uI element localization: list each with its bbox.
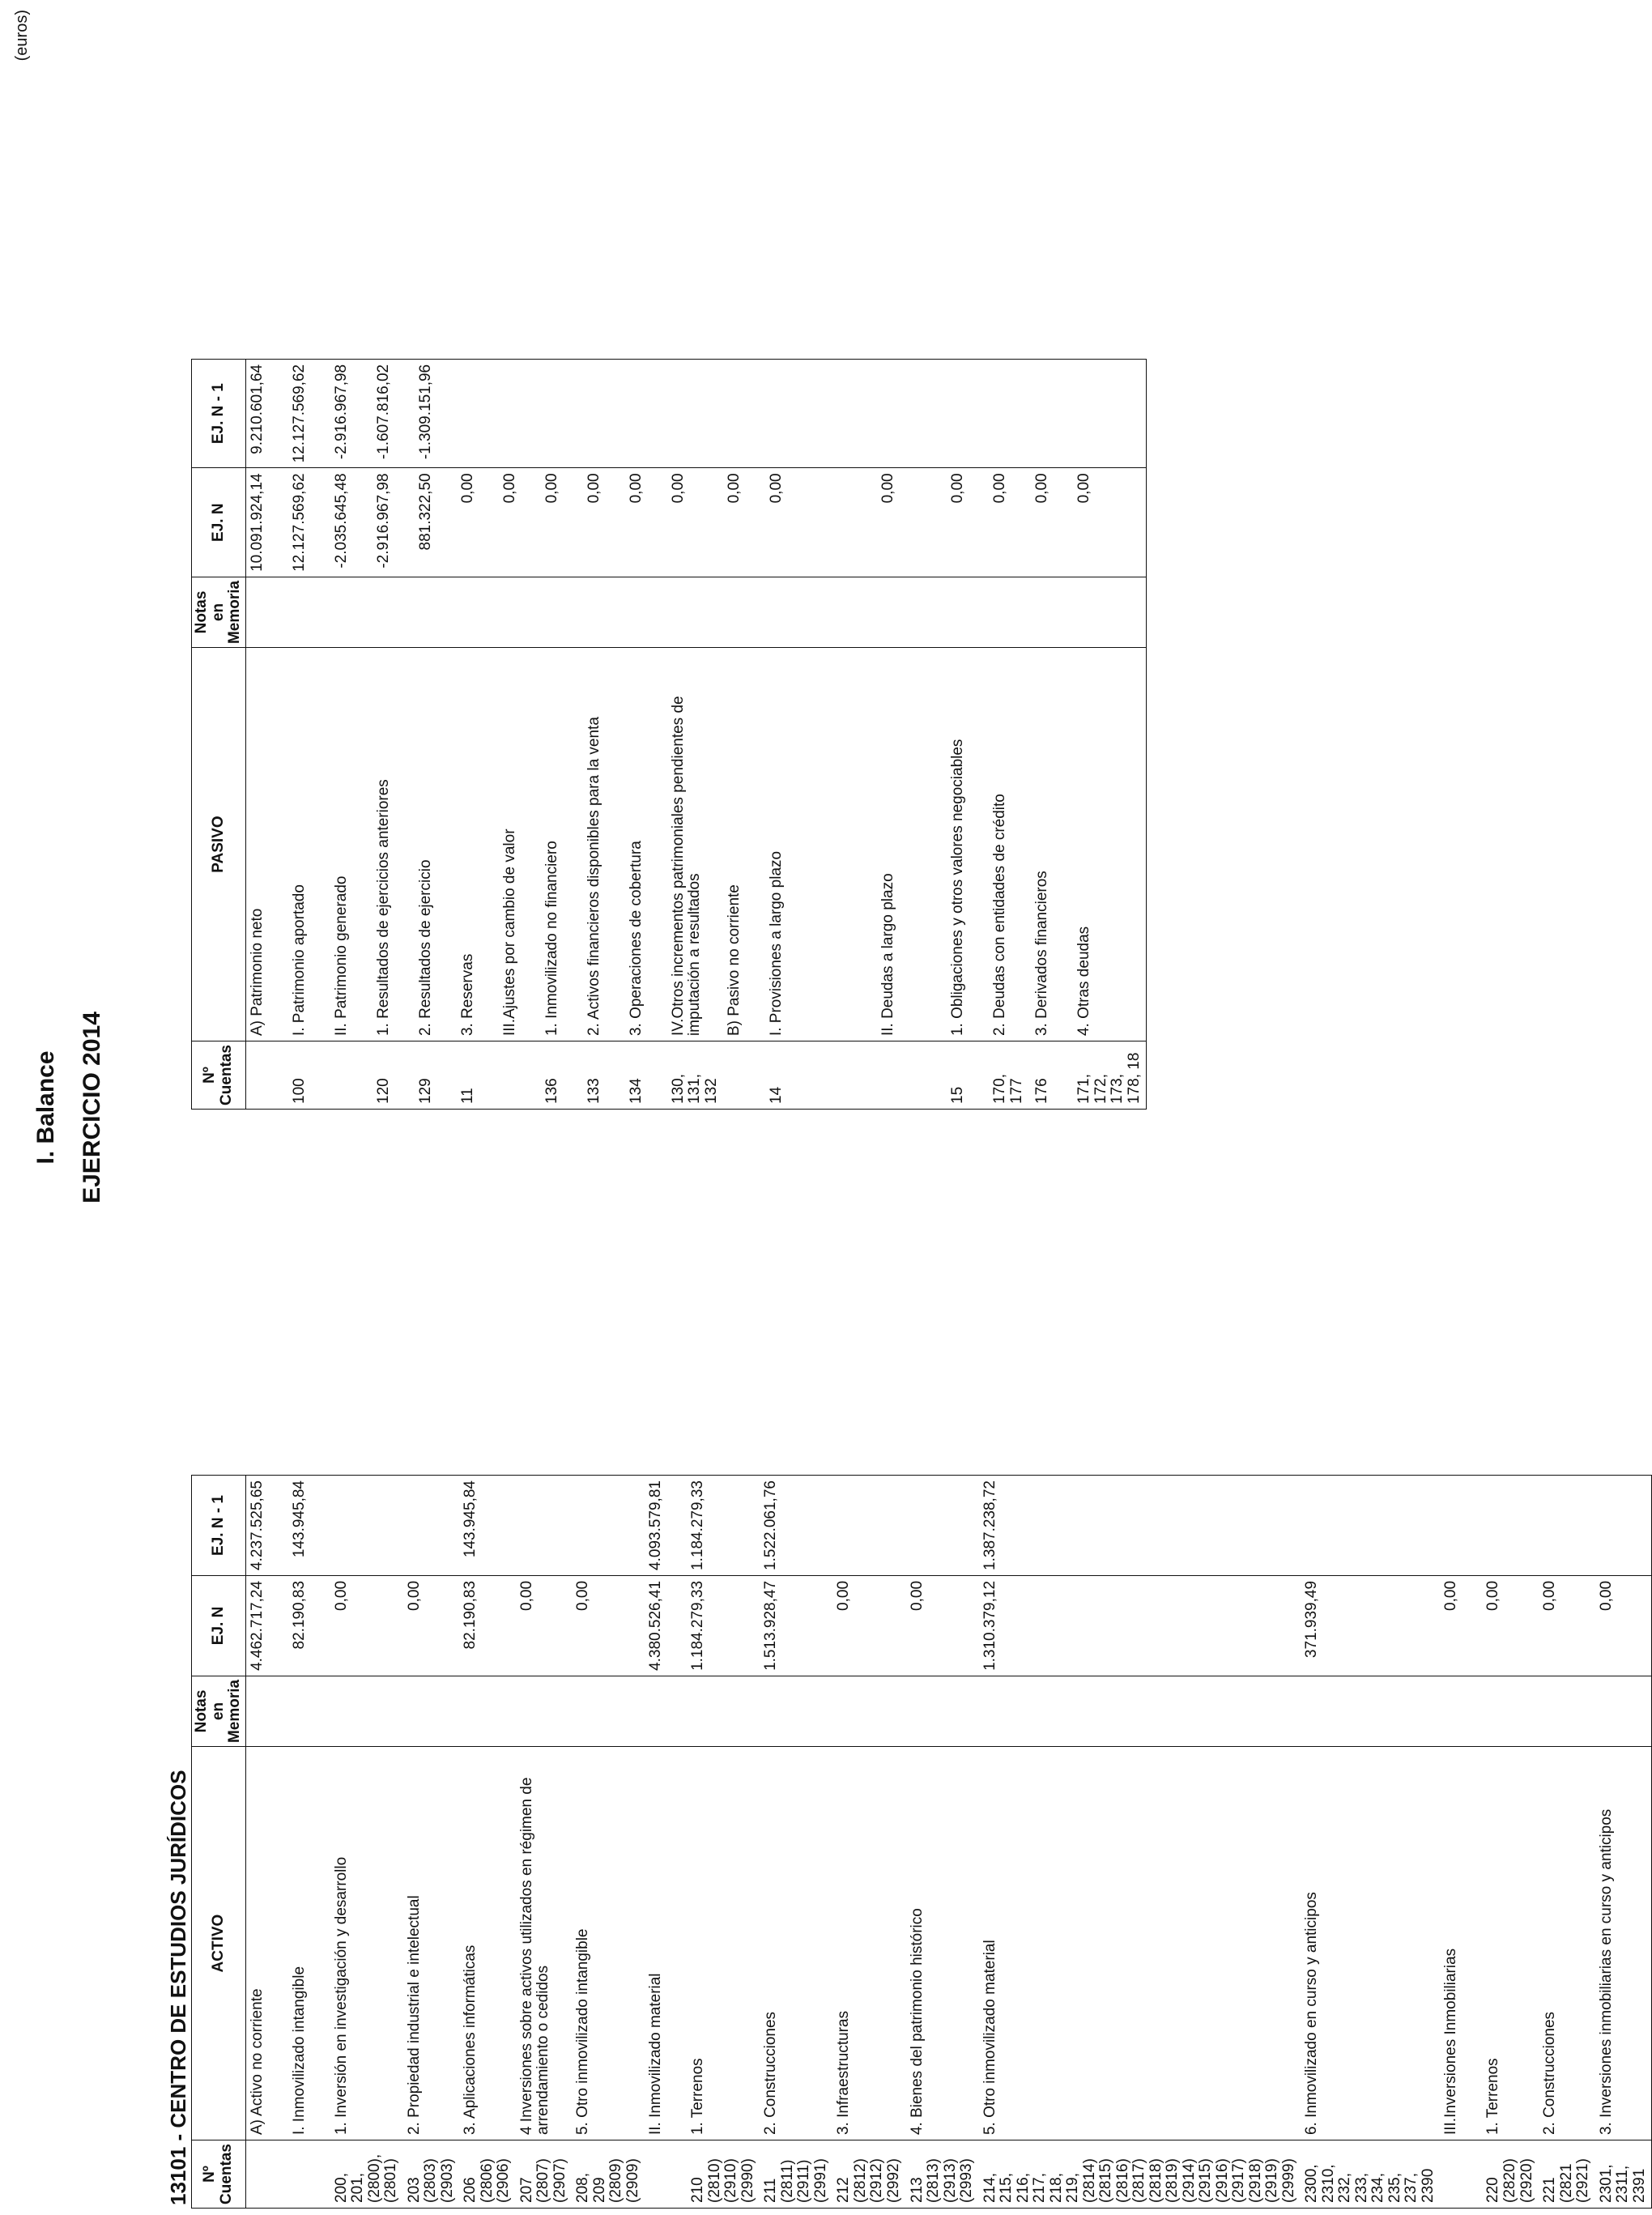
description-cell: II. Inmovilizado material: [645, 1747, 687, 2140]
account-cell: 212 (2812) (2912) (2992): [832, 2140, 905, 2209]
value-previous-cell: [499, 359, 541, 468]
description-cell: 6. Inmovilizado en curso y anticipos: [1301, 1747, 1440, 2140]
value-current-cell: 1.184.279,33: [687, 1575, 760, 1676]
value-previous-cell: [667, 359, 724, 468]
notes-cell: [572, 1676, 645, 1746]
table-row: [832, 1476, 905, 2209]
value-previous-cell: 1.387.238,72: [979, 1476, 1301, 1576]
description-cell: 5. Otro inmovilizado material: [979, 1747, 1301, 2140]
column-header: Notas en Memoria: [192, 1676, 246, 1746]
notes-cell: [457, 577, 499, 647]
column-header: Notas en Memoria: [192, 577, 246, 647]
description-cell: 5. Otro inmovilizado intangible: [572, 1747, 645, 2140]
description-cell: I. Provisiones a largo plazo: [765, 648, 877, 1041]
value-previous-cell: [723, 359, 765, 468]
value-previous-cell: [516, 1476, 573, 1576]
description-cell: B) Pasivo no corriente: [723, 648, 765, 1041]
value-previous-cell: [1440, 1476, 1482, 1576]
value-current-cell: 0,00: [572, 1575, 645, 1676]
notes-cell: [330, 577, 373, 647]
value-previous-cell: [1073, 359, 1147, 468]
notes-cell: [979, 1676, 1301, 1746]
notes-cell: [459, 1676, 516, 1746]
table-row: [516, 1476, 573, 2209]
notes-cell: [1440, 1676, 1482, 1746]
page-title: I. Balance: [32, 1050, 59, 1165]
account-cell: 203 (2803) (2903): [403, 2140, 460, 2209]
account-cell: 170, 177: [989, 1041, 1031, 1110]
value-current-cell: 0,00: [1595, 1575, 1652, 1676]
notes-cell: [373, 577, 415, 647]
value-current-cell: 10.091.924,14: [245, 468, 288, 577]
account-cell: 176: [1031, 1041, 1073, 1110]
notes-cell: [288, 577, 330, 647]
value-previous-cell: [947, 359, 989, 468]
notes-cell: [723, 577, 765, 647]
entity-name: 13101 - CENTRO DE ESTUDIOS JURÍDICOS: [166, 1770, 190, 2205]
value-previous-cell: 12.127.569,62: [288, 359, 330, 468]
table-row: [1301, 1476, 1440, 2209]
notes-cell: [687, 1676, 760, 1746]
notes-cell: [1482, 1676, 1539, 1746]
notes-cell: [1595, 1676, 1652, 1746]
value-previous-cell: 4.093.579,81: [645, 1476, 687, 1576]
notes-cell: [765, 577, 877, 647]
table-row: [541, 359, 583, 1109]
value-previous-cell: -2.916.967,98: [330, 359, 373, 468]
description-cell: A) Activo no corriente: [245, 1747, 288, 2140]
description-cell: III.Ajustes por cambio de valor: [499, 648, 541, 1041]
value-previous-cell: 143.945,84: [459, 1476, 516, 1576]
notes-cell: [947, 577, 989, 647]
value-current-cell: 0,00: [1539, 1575, 1595, 1676]
column-header: EJ. N - 1: [192, 1476, 246, 1576]
value-current-cell: 82.190,83: [459, 1575, 516, 1676]
value-previous-cell: [1539, 1476, 1595, 1576]
account-cell: 200, 201, (2800), (2801): [330, 2140, 403, 2209]
activo-table: [191, 1475, 1652, 2209]
column-header: Nº Cuentas: [192, 2140, 246, 2209]
notes-cell: [516, 1676, 573, 1746]
value-previous-cell: [572, 1476, 645, 1576]
value-previous-cell: [625, 359, 667, 468]
value-current-cell: 0,00: [625, 468, 667, 577]
table-row: [687, 1476, 760, 2209]
account-cell: 2300, 2310, 232, 233, 234, 235, 237, 2390: [1301, 2140, 1440, 2209]
account-cell: 136: [541, 1041, 583, 1110]
description-cell: 1. Resultados de ejercicios anteriores: [373, 648, 415, 1041]
description-cell: 3. Reservas: [457, 648, 499, 1041]
description-cell: 4 Inversiones sobre activos utilizados en régimen de arrendamiento o cedidos: [516, 1747, 573, 2140]
value-previous-cell: -1.309.151,96: [415, 359, 457, 468]
value-previous-cell: [906, 1476, 979, 1576]
table-row: [1482, 1476, 1539, 2209]
table-row: [723, 359, 765, 1109]
description-cell: 2. Deudas con entidades de crédito: [989, 648, 1031, 1041]
value-previous-cell: [403, 1476, 460, 1576]
table-row: [457, 359, 499, 1109]
notes-cell: [245, 577, 288, 647]
table-row: [288, 359, 330, 1109]
account-cell: 208, 209 (2809) (2909): [572, 2140, 645, 2209]
table-row: [459, 1476, 516, 2209]
notes-cell: [499, 577, 541, 647]
account-cell: 100: [288, 1041, 330, 1110]
account-cell: 11: [457, 1041, 499, 1110]
value-previous-cell: [1482, 1476, 1539, 1576]
value-current-cell: 0,00: [1440, 1575, 1482, 1676]
value-current-cell: 0,00: [330, 1575, 403, 1676]
value-previous-cell: 4.237.525,65: [245, 1476, 288, 1576]
value-current-cell: 0,00: [765, 468, 877, 577]
notes-cell: [645, 1676, 687, 1746]
value-current-cell: 0,00: [1073, 468, 1147, 577]
value-previous-cell: 9.210.601,64: [245, 359, 288, 468]
value-current-cell: 0,00: [723, 468, 765, 577]
table-row: [645, 1476, 687, 2209]
table-row: [330, 1476, 403, 2209]
value-current-cell: -2.035.645,48: [330, 468, 373, 577]
account-cell: 210 (2810) (2910) (2990): [687, 2140, 760, 2209]
description-cell: 3. Derivados financieros: [1031, 648, 1073, 1041]
table-row: [499, 359, 541, 1109]
description-cell: 4. Otras deudas: [1073, 648, 1147, 1041]
units-label: (euros): [13, 10, 31, 62]
value-previous-cell: 143.945,84: [288, 1476, 330, 1576]
table-row: [373, 359, 415, 1109]
value-previous-cell: [1301, 1476, 1440, 1576]
value-previous-cell: [583, 359, 625, 468]
account-cell: 15: [947, 1041, 989, 1110]
value-current-cell: 0,00: [906, 1575, 979, 1676]
value-current-cell: 82.190,83: [288, 1575, 330, 1676]
account-cell: [330, 1041, 373, 1110]
description-cell: 1. Terrenos: [1482, 1747, 1539, 2140]
description-cell: II. Patrimonio generado: [330, 648, 373, 1041]
value-current-cell: 0,00: [516, 1575, 573, 1676]
pasivo-rows: [245, 359, 1147, 1109]
account-cell: 120: [373, 1041, 415, 1110]
account-cell: 207 (2807) (2907): [516, 2140, 573, 2209]
description-cell: 2. Resultados de ejercicio: [415, 648, 457, 1041]
value-previous-cell: -1.607.816,02: [373, 359, 415, 468]
account-cell: [288, 2140, 330, 2209]
table-row: [1073, 359, 1147, 1109]
table-row: [245, 359, 288, 1109]
description-cell: 3. Inversiones inmobiliarias en curso y anticipos: [1595, 1747, 1652, 2140]
value-current-cell: 4.380.526,41: [645, 1575, 687, 1676]
description-cell: I. Patrimonio aportado: [288, 648, 330, 1041]
account-cell: 2301, 2311, 2391: [1595, 2140, 1652, 2209]
value-current-cell: 881.322,50: [415, 468, 457, 577]
value-current-cell: 0,00: [947, 468, 989, 577]
table-row: [572, 1476, 645, 2209]
value-current-cell: 0,00: [457, 468, 499, 577]
value-previous-cell: [330, 1476, 403, 1576]
notes-cell: [1073, 577, 1147, 647]
value-current-cell: 4.462.717,24: [245, 1575, 288, 1676]
value-current-cell: 12.127.569,62: [288, 468, 330, 577]
account-cell: 213 (2813) (2913) (2993): [906, 2140, 979, 2209]
value-previous-cell: [1031, 359, 1073, 468]
table-row: [288, 1476, 330, 2209]
value-previous-cell: 1.184.279,33: [687, 1476, 760, 1576]
value-current-cell: 1.310.379,12: [979, 1575, 1301, 1676]
column-header: Nº Cuentas: [192, 1041, 246, 1110]
value-previous-cell: [765, 359, 877, 468]
value-previous-cell: 1.522.061,76: [760, 1476, 832, 1576]
description-cell: 4. Bienes del patrimonio histórico: [906, 1747, 979, 2140]
value-current-cell: 0,00: [989, 468, 1031, 577]
column-header: EJ. N: [192, 468, 246, 577]
notes-cell: [403, 1676, 460, 1746]
column-header: EJ. N: [192, 1575, 246, 1676]
table-row: [979, 1476, 1301, 2209]
account-cell: [245, 2140, 288, 2209]
value-current-cell: 0,00: [541, 468, 583, 577]
table-row: [1031, 359, 1073, 1109]
value-previous-cell: [832, 1476, 905, 1576]
account-cell: 133: [583, 1041, 625, 1110]
account-cell: [723, 1041, 765, 1110]
table-row: [415, 359, 457, 1109]
value-previous-cell: [457, 359, 499, 468]
notes-cell: [667, 577, 724, 647]
account-cell: 221 (2821 (2921): [1539, 2140, 1595, 2209]
notes-cell: [583, 577, 625, 647]
account-cell: 214, 215, 216, 217, 218, 219, (2814) (2815) (2816) (2817) (2818) (2819) (2914) (2915) (2916) (2917) (2918) (2919) (2999): [979, 2140, 1301, 2209]
value-previous-cell: [1595, 1476, 1652, 1576]
account-cell: [645, 2140, 687, 2209]
description-cell: 2. Construcciones: [760, 1747, 832, 2140]
column-header: ACTIVO: [192, 1747, 246, 2140]
table-row: [245, 1476, 288, 2209]
table-row: [877, 359, 947, 1109]
column-header: PASIVO: [192, 648, 246, 1041]
table-row: [906, 1476, 979, 2209]
pasivo-table: [191, 359, 1147, 1110]
description-cell: 3. Infraestructuras: [832, 1747, 905, 2140]
notes-cell: [1301, 1676, 1440, 1746]
account-cell: 220 (2820) (2920): [1482, 2140, 1539, 2209]
table-row: [625, 359, 667, 1109]
account-cell: 206 (2806) (2906): [459, 2140, 516, 2209]
notes-cell: [832, 1676, 905, 1746]
table-row: [1539, 1476, 1595, 2209]
page-subtitle: EJERCICIO 2014: [79, 1012, 105, 1203]
value-current-cell: 0,00: [583, 468, 625, 577]
description-cell: II. Deudas a largo plazo: [877, 648, 947, 1041]
account-cell: [1440, 2140, 1482, 2209]
table-row: [947, 359, 989, 1109]
account-cell: 14: [765, 1041, 877, 1110]
account-cell: 130, 131, 132: [667, 1041, 724, 1110]
notes-cell: [415, 577, 457, 647]
notes-cell: [906, 1676, 979, 1746]
description-cell: 3. Aplicaciones informáticas: [459, 1747, 516, 2140]
account-cell: 171, 172, 173, 178, 18: [1073, 1041, 1147, 1110]
notes-cell: [541, 577, 583, 647]
description-cell: A) Patrimonio neto: [245, 648, 288, 1041]
notes-cell: [245, 1676, 288, 1746]
account-cell: 211 (2811) (2911) (2991): [760, 2140, 832, 2209]
account-cell: [877, 1041, 947, 1110]
description-cell: 1. Obligaciones y otros valores negociables: [947, 648, 989, 1041]
description-cell: 2. Construcciones: [1539, 1747, 1595, 2140]
table-row: [1595, 1476, 1652, 2209]
notes-cell: [989, 577, 1031, 647]
notes-cell: [877, 577, 947, 647]
table-row: [330, 359, 373, 1109]
description-cell: IV.Otros incrementos patrimoniales pendientes de imputación a resultados: [667, 648, 724, 1041]
account-cell: 134: [625, 1041, 667, 1110]
value-current-cell: 1.513.928,47: [760, 1575, 832, 1676]
value-current-cell: 0,00: [1482, 1575, 1539, 1676]
description-cell: 2. Activos financieros disponibles para la venta: [583, 648, 625, 1041]
notes-cell: [1031, 577, 1073, 647]
value-current-cell: -2.916.967,98: [373, 468, 415, 577]
table-row: [403, 1476, 460, 2209]
value-previous-cell: [541, 359, 583, 468]
value-current-cell: 0,00: [832, 1575, 905, 1676]
description-cell: I. Inmovilizado intangible: [288, 1747, 330, 2140]
description-cell: 2. Propiedad industrial e intelectual: [403, 1747, 460, 2140]
description-cell: 1. Terrenos: [687, 1747, 760, 2140]
value-current-cell: 0,00: [403, 1575, 460, 1676]
value-current-cell: 0,00: [877, 468, 947, 577]
value-current-cell: 0,00: [1031, 468, 1073, 577]
notes-cell: [1539, 1676, 1595, 1746]
description-cell: 1. Inversión en investigación y desarrollo: [330, 1747, 403, 2140]
description-cell: 1. Inmovilizado no financiero: [541, 648, 583, 1041]
table-row: [989, 359, 1031, 1109]
value-previous-cell: [877, 359, 947, 468]
column-header: EJ. N - 1: [192, 359, 246, 468]
value-current-cell: 0,00: [499, 468, 541, 577]
table-row: [765, 359, 877, 1109]
account-cell: [245, 1041, 288, 1110]
table-row: [583, 359, 625, 1109]
table-row: [1440, 1476, 1482, 2209]
table-row: [667, 359, 724, 1109]
notes-cell: [760, 1676, 832, 1746]
value-current-cell: 0,00: [667, 468, 724, 577]
value-previous-cell: [989, 359, 1031, 468]
account-cell: 129: [415, 1041, 457, 1110]
description-cell: 3. Operaciones de cobertura: [625, 648, 667, 1041]
notes-cell: [625, 577, 667, 647]
description-cell: III.Inversiones Inmobiliarias: [1440, 1747, 1482, 2140]
notes-cell: [330, 1676, 403, 1746]
account-cell: [499, 1041, 541, 1110]
notes-cell: [288, 1676, 330, 1746]
activo-rows: [245, 1476, 1652, 2209]
value-current-cell: 371.939,49: [1301, 1575, 1440, 1676]
table-row: [760, 1476, 832, 2209]
